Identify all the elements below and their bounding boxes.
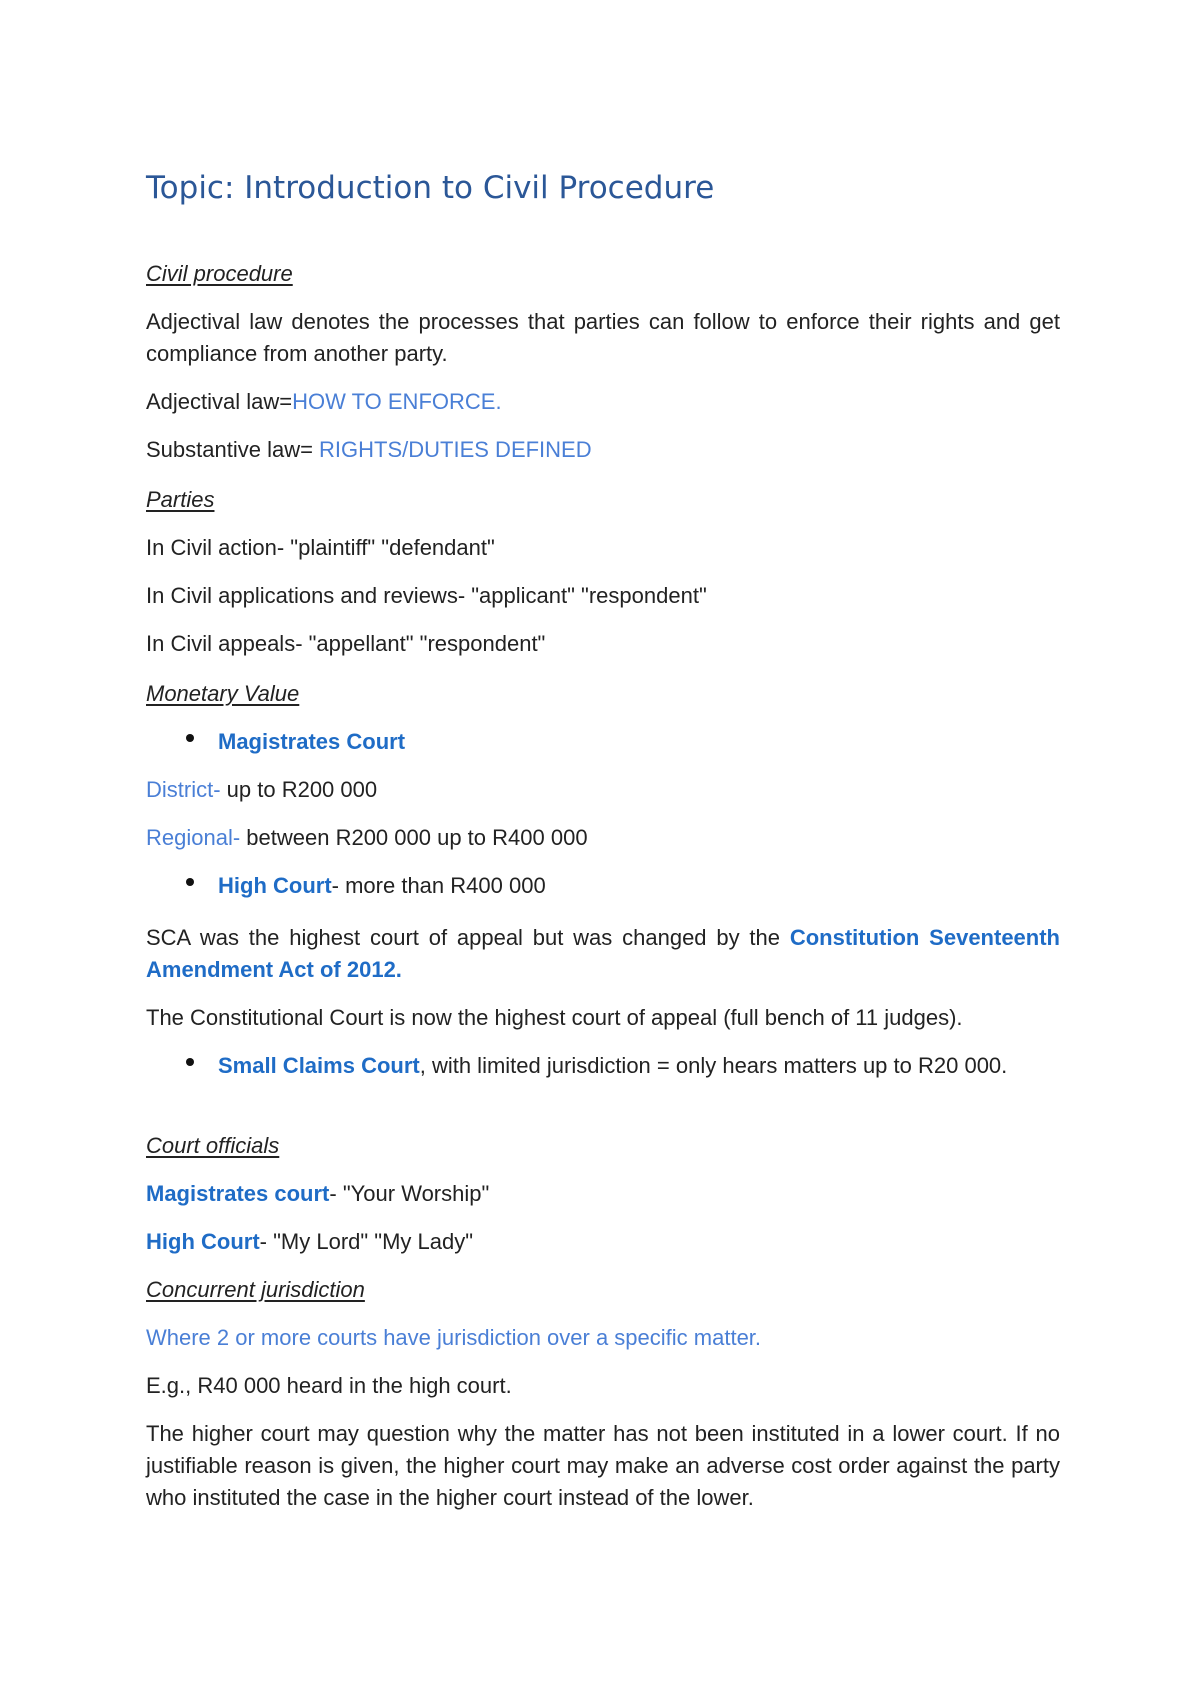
district-label: District- [146,777,221,802]
adjectival-law-label: Adjectival law= [146,389,293,414]
regional-text: between R200 000 up to R400 000 [240,825,588,850]
magistrates-court-official-text: - "Your Worship" [329,1181,490,1206]
section-heading-monetary-value: Monetary Value [146,681,300,706]
magistrates-court-item: Magistrates Court [218,729,406,754]
concurrent-jurisdiction-definition: Where 2 or more courts have jurisdiction over a specific matter. [146,1325,762,1350]
sca-paragraph [146,922,1060,986]
high-court-official-line [146,1226,1060,1258]
small-claims-item [218,1050,1060,1082]
high-court-official-text: - "My Lord" "My Lady" [259,1229,474,1254]
high-court-official-label: High Court [146,1229,260,1254]
substantive-law-label: Substantive law= [146,437,320,462]
district-text: up to R200 000 [220,777,378,802]
small-claims-text: , with limited jurisdiction = only hears matters up to R20 000. [419,1053,1008,1078]
constitutional-court-line: The Constitutional Court is now the highest court of appeal (full bench of 11 judges). [146,1005,963,1030]
concurrent-jurisdiction-explanation: The higher court may question why the matter has not been instituted in a lower court. If no justifiable reason is given, the higher court may make an adverse cost order against the party who instituted the case in the higher court instead of the lower. [146,1421,1060,1510]
concurrent-jurisdiction-example: E.g., R40 000 heard in the high court. [146,1373,512,1398]
substantive-law-value: RIGHTS/DUTIES DEFINED [319,437,592,462]
substantive-law-line [146,434,1060,466]
adjectival-law-line [146,386,1060,418]
sca-text: SCA was the highest court of appeal but was changed by the [146,925,790,950]
parties-civil-applications: In Civil applications and reviews- "applicant" "respondent" [146,583,707,608]
high-court-label: High Court [218,873,332,898]
adjectival-law-definition: Adjectival law denotes the processes that parties can follow to enforce their rights and get compliance from another party. [146,309,1060,366]
bullet-icon [186,734,194,742]
high-court-text: - more than R400 000 [331,873,546,898]
bullet-icon [186,878,194,886]
bullet-icon [186,1058,194,1066]
regional-label: Regional- [146,825,241,850]
high-court-item [218,870,1060,902]
page-title: Topic: Introduction to Civil Procedure [146,170,715,206]
section-heading-civil-procedure: Civil procedure [146,261,293,286]
section-heading-parties: Parties [146,487,215,512]
parties-civil-action: In Civil action- "plaintiff" "defendant" [146,535,495,560]
magistrates-court-official-line [146,1178,1060,1210]
parties-civil-appeals: In Civil appeals- "appellant" "respondent" [146,631,546,656]
district-line [146,774,1060,806]
regional-line [146,822,1060,854]
section-heading-court-officials: Court officials [146,1133,280,1158]
sca-act: Constitution Seventeenth Amendment Act of 2012. [146,925,1060,982]
section-heading-concurrent-jurisdiction: Concurrent jurisdiction [146,1277,365,1302]
magistrates-court-official-label: Magistrates court [146,1181,330,1206]
small-claims-label: Small Claims Court [218,1053,420,1078]
adjectival-law-value: HOW TO ENFORCE. [292,389,502,414]
